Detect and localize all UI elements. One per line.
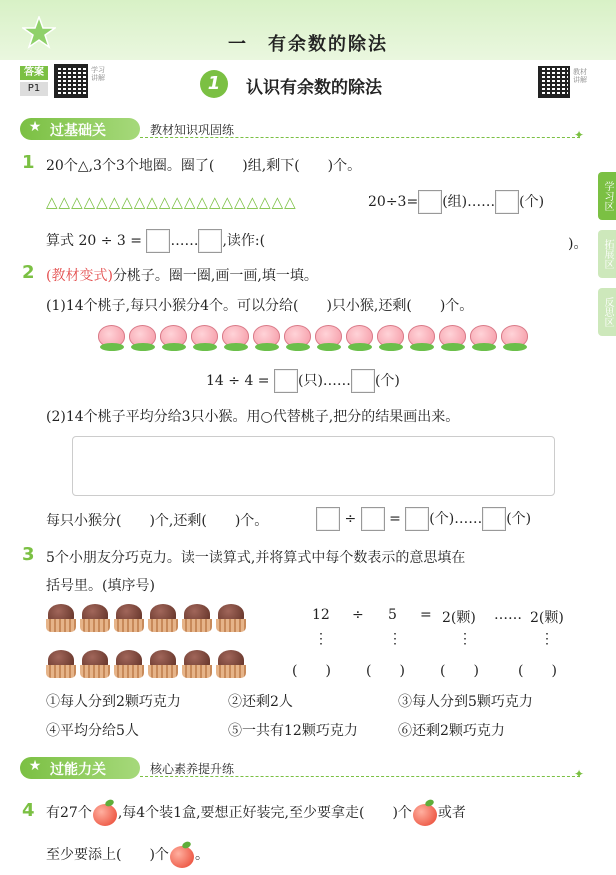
chocolate-icon [46, 604, 76, 634]
chocolate-icon [46, 650, 76, 680]
q4-number: 4 [22, 800, 35, 821]
peach-icon [499, 323, 530, 353]
q2-answer-box-remainder[interactable] [351, 369, 375, 393]
apple-icon [412, 800, 438, 826]
q4-line2 [46, 842, 209, 868]
q2-result-box-divisor[interactable] [361, 507, 385, 531]
q3-blank-3[interactable]: ( ) [440, 663, 479, 679]
q2-result-box-dividend[interactable] [316, 507, 340, 531]
q1-answer-box-remainder[interactable] [495, 190, 519, 214]
q1-formula-mid: …… [170, 233, 199, 249]
q3-option-3: ③每人分到5颗巧克力 [398, 694, 533, 710]
q2-result: 每只小猴分( )个,还剩( )个。 [46, 513, 269, 529]
q3-blank-4[interactable]: ( ) [518, 663, 557, 679]
q2-number: 2 [22, 262, 35, 283]
lesson-number: 1 [200, 70, 228, 98]
section-sub: 教材知识巩固练 [150, 123, 235, 137]
q2-tag: (教材变式) [46, 268, 113, 284]
section-name: 过基础关 [50, 123, 106, 139]
q3-f-ellipsis: …… [494, 607, 522, 623]
apple-icon [169, 842, 195, 868]
q4-part4: 至少要添上( )个 [46, 847, 169, 863]
q1-eq-unit1: (组)…… [442, 194, 496, 210]
chocolate-icon [216, 604, 246, 634]
side-tab-study[interactable]: 学习区 [598, 172, 616, 220]
qr-code-left[interactable] [54, 64, 88, 98]
peach-icon [220, 323, 251, 353]
q1-eq [368, 190, 544, 214]
div-sign: ÷ [344, 511, 357, 527]
peach-icon [127, 323, 158, 353]
chocolate-icon [216, 650, 246, 680]
q1-eq-left: 20÷3= [368, 194, 419, 210]
q3-option-6: ⑥还剩2颗巧克力 [398, 723, 505, 739]
q1-number: 1 [22, 152, 35, 173]
section-name: 过能力关 [50, 762, 106, 778]
q3-blank-2[interactable]: ( ) [366, 663, 405, 679]
peach-icon [96, 323, 127, 353]
section-divider [140, 776, 580, 777]
q4-part5: 。 [194, 847, 209, 863]
star-icon: ✦ [573, 128, 584, 142]
side-tab-reflect[interactable]: 反思区 [598, 288, 616, 336]
peach-icon [189, 323, 220, 353]
chocolate-icon [80, 604, 110, 634]
peach-icon [313, 323, 344, 353]
q3-f-div: ÷ [352, 607, 364, 623]
q1-triangles: △△△△△△△△△△△△△△△△△△△△ [46, 193, 297, 211]
q2-eq-unit2: (个) [374, 373, 400, 389]
qr-left-label: 学习讲解 [91, 66, 105, 82]
peach-row [96, 323, 530, 353]
q3-option-1: ①每人分到2颗巧克力 [46, 694, 181, 710]
q3-line2: 括号里。(填序号) [46, 578, 155, 594]
peach-icon [344, 323, 375, 353]
q3-f-12: 12 [312, 607, 330, 623]
chocolate-icon [80, 650, 110, 680]
q3-dots-3: ⋮ [458, 631, 472, 647]
q4-part2: ,每4个装1盒,要想正好装完,至少要拿走( )个 [117, 805, 412, 821]
q2-sub1: (1)14个桃子,每只小猴分4个。可以分给( )只小猴,还剩( )个。 [46, 298, 474, 314]
q2-eq-left: 14 ÷ 4 = [206, 373, 270, 389]
chocolate-icon [148, 650, 178, 680]
q4-line1 [46, 800, 466, 826]
chocolate-icon [148, 604, 178, 634]
peach-icon [158, 323, 189, 353]
q3-option-4: ④平均分给5人 [46, 723, 139, 739]
section-basic [20, 118, 584, 142]
q2-unit-b: (个) [506, 511, 532, 527]
q3-option-5: ⑤一共有12颗巧克力 [228, 723, 358, 739]
q3-dots-1: ⋮ [314, 631, 328, 647]
q2-answer-box-monkeys[interactable] [274, 369, 298, 393]
star-100-icon: ★ [28, 758, 42, 774]
side-tab-extend[interactable]: 拓展区 [598, 230, 616, 278]
q1-eq-unit2: (个) [519, 194, 545, 210]
q1-formula-end: )。 [568, 236, 588, 252]
q1-answer-box-groups[interactable] [418, 190, 442, 214]
q3-f-eq: = [420, 607, 432, 623]
drawing-area[interactable] [72, 436, 555, 496]
q1-formula-read: ,读作:( [222, 233, 266, 249]
peach-icon [282, 323, 313, 353]
q3-dots-2: ⋮ [388, 631, 402, 647]
peach-icon [468, 323, 499, 353]
q3-f-quot: 2(颗) [442, 610, 476, 626]
q3-f-rem: 2(颗) [530, 610, 564, 626]
q2-eq [206, 369, 400, 393]
q1-formula [46, 229, 265, 253]
lesson-title: 认识有余数的除法 [246, 78, 382, 98]
section-sub: 核心素养提升练 [150, 762, 235, 776]
peach-icon [375, 323, 406, 353]
chocolate-icon [182, 604, 212, 634]
q1-formula-prefix: 算式 20 ÷ 3 = [46, 233, 142, 249]
q2-line1: 分桃子。圈一圈,画一画,填一填。 [112, 268, 318, 284]
q3-line1: 5个小朋友分巧克力。读一读算式,并将算式中每个数表示的意思填在 [46, 550, 466, 566]
q3-f-5: 5 [388, 607, 397, 623]
star-icon: ✦ [573, 767, 584, 781]
q1-text: 20个△,3个3个地圈。圈了( )组,剩下( )个。 [46, 158, 362, 174]
q2-result-eq [316, 507, 531, 531]
q2-unit-a: (个)…… [429, 511, 483, 527]
chocolate-icon [114, 650, 144, 680]
q2-result-box-quotient[interactable] [405, 507, 429, 531]
q4-part3: 或者 [437, 805, 466, 821]
q2-eq-unit1: (只)…… [298, 373, 351, 389]
q3-option-2: ②还剩2人 [228, 694, 293, 710]
peach-icon [437, 323, 468, 353]
q2-sub2: (2)14个桃子平均分给3只小猴。用○代替桃子,把分的结果画出来。 [46, 409, 460, 425]
q3-number: 3 [22, 544, 35, 565]
answer-page: P1 [20, 82, 48, 96]
answer-badge[interactable] [20, 66, 48, 96]
chocolate-icon [114, 604, 144, 634]
star-100-icon: ★ [28, 119, 42, 135]
section-ability [20, 757, 584, 781]
apple-icon [92, 800, 118, 826]
chocolate-icon [182, 650, 212, 680]
unit-title: 一 有余数的除法 [228, 34, 388, 55]
q4-part1: 有27个 [46, 805, 92, 821]
qr-code-right[interactable] [538, 66, 570, 98]
q2-result-box-remainder[interactable] [482, 507, 506, 531]
q1-formula-box-quotient[interactable] [146, 229, 170, 253]
peach-icon [406, 323, 437, 353]
q1-formula-box-remainder[interactable] [198, 229, 222, 253]
section-divider [140, 137, 580, 138]
eq-sign: = [389, 511, 401, 527]
peach-icon [251, 323, 282, 353]
q2-text [46, 265, 318, 285]
q3-blank-1[interactable]: ( ) [292, 663, 331, 679]
answer-label: 答案 [20, 66, 48, 80]
q3-dots-4: ⋮ [540, 631, 554, 647]
qr-right-label: 教材讲解 [573, 68, 587, 84]
